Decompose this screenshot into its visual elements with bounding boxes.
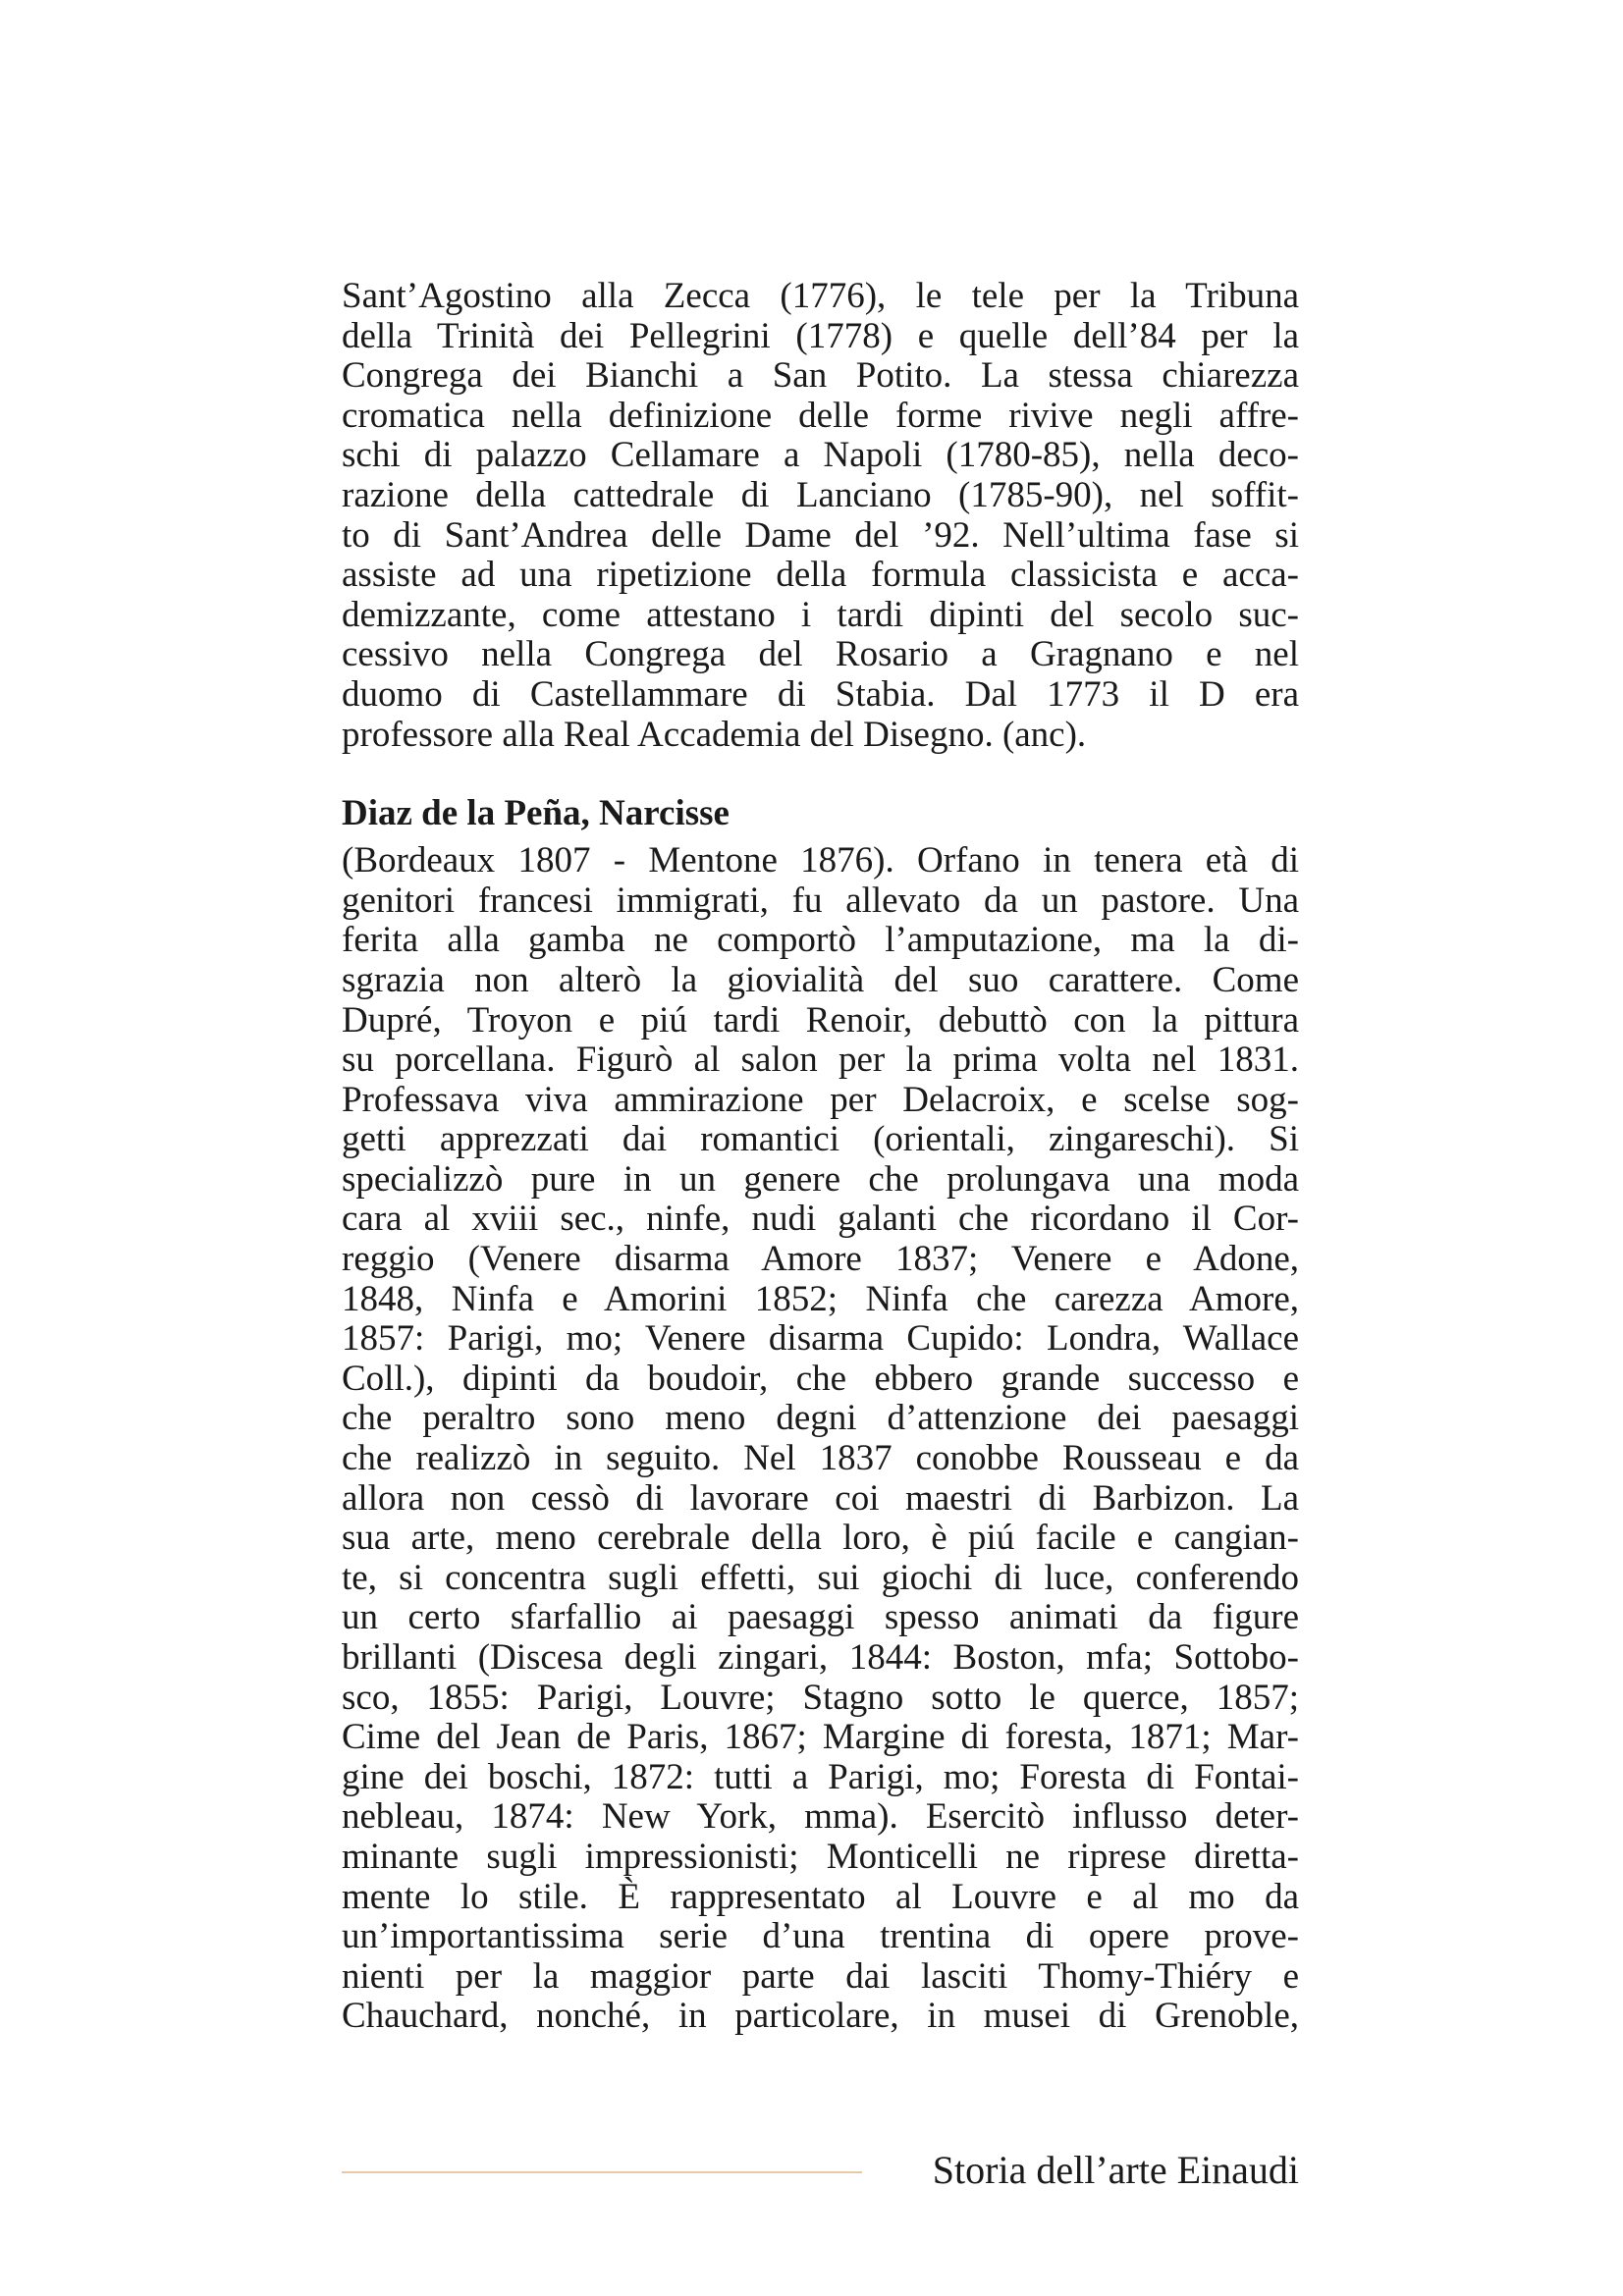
text-line: un’importantissima serie d’una trentina di opere prove-	[342, 1916, 1299, 1957]
paragraph-continuation	[342, 277, 1299, 755]
text-line: 1857: Parigi, mo; Venere disarma Cupido: Londra, Wallace	[342, 1318, 1299, 1360]
text-line: allora non cessò di lavorare coi maestri di Barbizon. La	[342, 1477, 1299, 1519]
text-line: demizzante, come attestano i tardi dipinti del secolo suc-	[342, 594, 1299, 635]
text-line: nienti per la maggior parte dai lasciti Thomy-Thiéry e	[342, 1955, 1299, 1997]
text-line: schi di palazzo Cellamare a Napoli (1780-85), nella deco-	[342, 435, 1299, 476]
text-line: sgrazia non alterò la giovialità del suo carattere. Come	[342, 959, 1299, 1000]
text-line: sco, 1855: Parigi, Louvre; Stagno sotto le querce, 1857;	[342, 1677, 1299, 1718]
text-line: Cime del Jean de Paris, 1867; Margine di foresta, 1871; Mar-	[342, 1717, 1299, 1758]
text-line: minante sugli impressionisti; Monticelli ne riprese diretta-	[342, 1836, 1299, 1877]
text-line: Chauchard, nonché, in particolare, in musei di Grenoble,	[342, 1996, 1299, 2037]
text-line: to di Sant’Andrea delle Dame del ’92. Nell’ultima fase si	[342, 514, 1299, 556]
text-line: gine dei boschi, 1872: tutti a Parigi, mo; Foresta di Fontai-	[342, 1756, 1299, 1797]
page-footer	[342, 2146, 1299, 2195]
text-line: su porcellana. Figurò al salon per la prima volta nel 1831.	[342, 1040, 1299, 1081]
footer-rule	[342, 2171, 862, 2173]
text-line: (Bordeaux 1807 - Mentone 1876). Orfano in tenera età di	[342, 840, 1299, 881]
text-line: razione della cattedrale di Lanciano (1785-90), nel soffit-	[342, 474, 1299, 515]
text-line: assiste ad una ripetizione della formula classicista e acca-	[342, 555, 1299, 596]
text-line: duomo di Castellammare di Stabia. Dal 1773 il D era	[342, 673, 1299, 715]
text-line: che realizzò in seguito. Nel 1837 conobbe Rousseau e da	[342, 1438, 1299, 1479]
footer-title: Storia dell’arte Einaudi	[932, 2148, 1299, 2192]
entry-title: Diaz de la Peña, Narcisse	[342, 793, 730, 834]
text-line: getti apprezzati dai romantici (orientali, zingareschi). Si	[342, 1119, 1299, 1160]
text-line: specializzò pure in un genere che prolungava una moda	[342, 1158, 1299, 1200]
text-line: mente lo stile. È rappresentato al Louvre e al mo da	[342, 1876, 1299, 1917]
text-line: Dupré, Troyon e piú tardi Renoir, debuttò con la pittura	[342, 999, 1299, 1041]
text-line: cessivo nella Congrega del Rosario a Gragnano e nel	[342, 634, 1299, 675]
text-line: nebleau, 1874: New York, mma). Esercitò influsso deter-	[342, 1796, 1299, 1838]
text-line: Congrega dei Bianchi a San Potito. La stessa chiarezza	[342, 355, 1299, 397]
text-line: sua arte, meno cerebrale della loro, è piú facile e cangian-	[342, 1518, 1299, 1559]
paragraph-entry	[342, 841, 1299, 2037]
text-line: cromatica nella definizione delle forme rivive negli affre-	[342, 395, 1299, 436]
text-line: un certo sfarfallio ai paesaggi spesso animati da figure	[342, 1597, 1299, 1638]
page-body	[342, 277, 1299, 2037]
text-line: te, si concentra sugli effetti, sui giochi di luce, conferendo	[342, 1557, 1299, 1598]
text-line: reggio (Venere disarma Amore 1837; Venere e Adone,	[342, 1239, 1299, 1280]
text-line: 1848, Ninfa e Amorini 1852; Ninfa che carezza Amore,	[342, 1278, 1299, 1319]
text-line: genitori francesi immigrati, fu allevato da un pastore. Una	[342, 880, 1299, 921]
text-line: della Trinità dei Pellegrini (1778) e quelle dell’84 per la	[342, 315, 1299, 356]
text-line: ferita alla gamba ne comportò l’amputazione, ma la di-	[342, 920, 1299, 961]
text-line: Coll.), dipinti da boudoir, che ebbero grande successo e	[342, 1358, 1299, 1399]
text-line: cara al xviii sec., ninfe, nudi galanti che ricordano il Cor-	[342, 1199, 1299, 1240]
text-line: brillanti (Discesa degli zingari, 1844: Boston, mfa; Sottobo-	[342, 1637, 1299, 1678]
text-line: Professava viva ammirazione per Delacroix, e scelse sog-	[342, 1079, 1299, 1120]
text-line: che peraltro sono meno degni d’attenzione dei paesaggi	[342, 1398, 1299, 1439]
text-line: Sant’Agostino alla Zecca (1776), le tele per la Tribuna	[342, 276, 1299, 316]
text-line: professore alla Real Accademia del Disegno. (anc).	[342, 714, 1087, 755]
